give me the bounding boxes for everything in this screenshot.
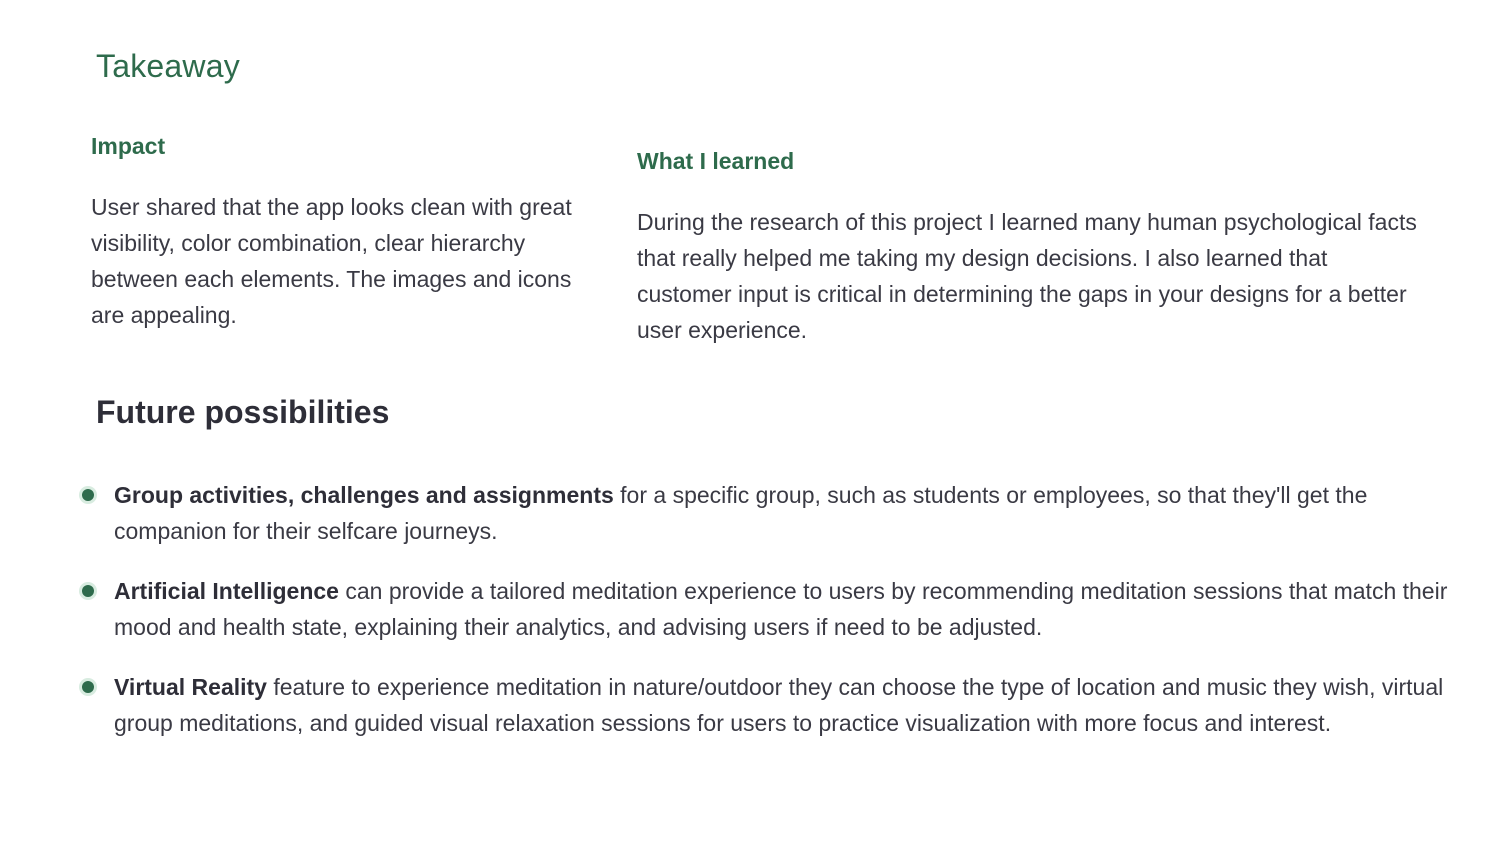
future-possibilities-heading: Future possibilities <box>96 394 390 430</box>
future-item-description: feature to experience meditation in nature/outdoor they can choose the type of location and music they wish, virtual group meditations, and guided visual relaxation sessions for users to practice visualization with more focus and interest. <box>114 674 1444 736</box>
future-item-description: for a specific group, such as students or employees, so that they'll get the companion for their selfcare journeys. <box>114 482 1368 544</box>
future-item-title: Group activities, challenges and assignments <box>114 482 614 508</box>
takeaway-heading: Takeaway <box>96 48 240 84</box>
dot-bullet-icon <box>82 585 94 597</box>
future-item-title: Artificial Intelligence <box>114 578 339 604</box>
what-i-learned-text: During the research of this project I learned many human psychological facts that really helped me taking my design decisions. I also learned that customer input is critical in determining the gaps in your designs for a better user experience. <box>637 209 1417 343</box>
future-item-title: Virtual Reality <box>114 674 267 700</box>
future-item-group-activities <box>0 477 1500 549</box>
impact-section <box>91 131 581 333</box>
dot-bullet-icon <box>82 681 94 693</box>
dot-bullet-icon <box>82 489 94 501</box>
impact-heading: Impact <box>91 133 166 159</box>
future-item-virtual-reality <box>0 669 1500 741</box>
future-possibilities-list <box>0 477 1500 765</box>
future-item-artificial-intelligence <box>0 573 1500 645</box>
what-i-learned-heading: What I learned <box>637 148 795 174</box>
impact-text: User shared that the app looks clean with great visibility, color combination, clear hierarchy between each elements. The images and icons are appealing. <box>91 194 572 328</box>
what-i-learned-section <box>637 146 1417 348</box>
future-item-description: can provide a tailored meditation experience to users by recommending meditation sessions that match their mood and health state, explaining their analytics, and advising users if need to be adjusted. <box>114 578 1448 640</box>
